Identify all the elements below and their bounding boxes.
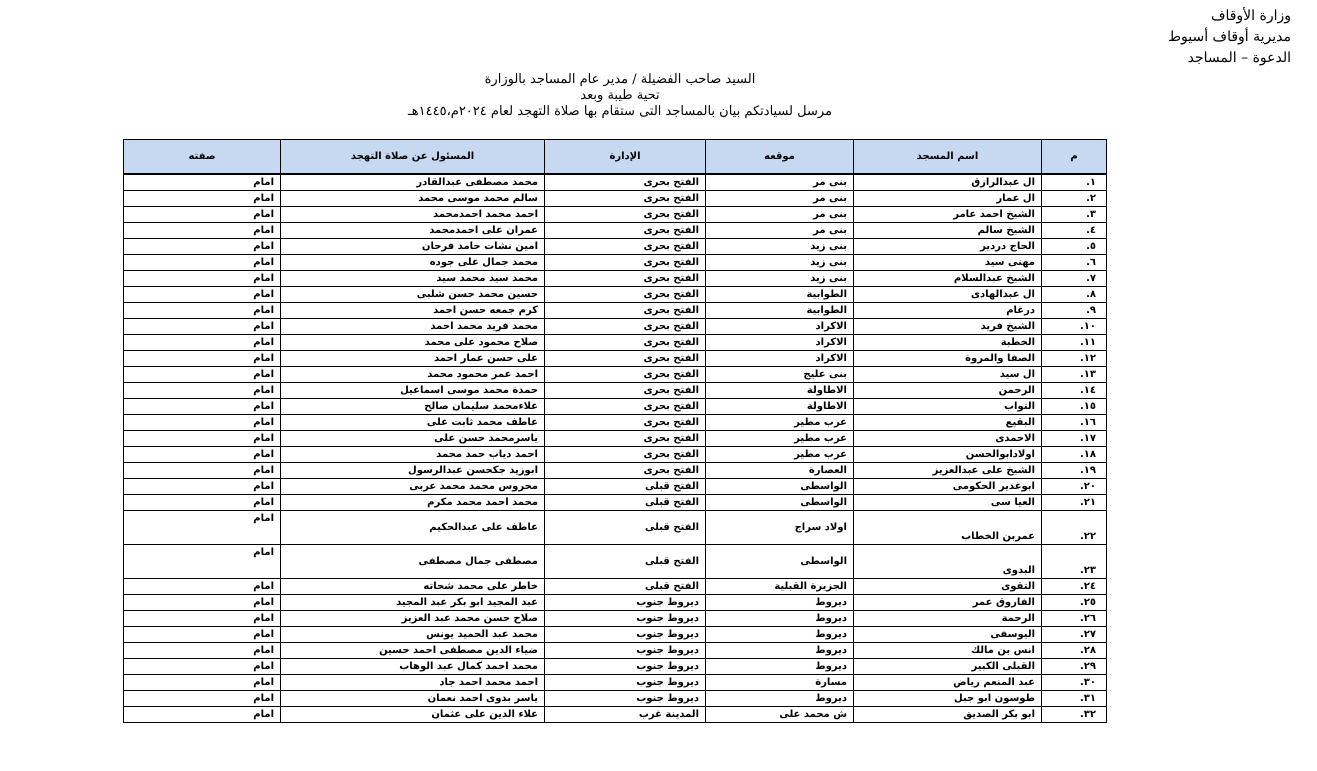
role: امام — [124, 255, 281, 271]
role: امام — [124, 335, 281, 351]
organization-header — [1168, 6, 1291, 69]
responsible-person: عمران على احمدمحمد — [281, 223, 545, 239]
role: امام — [124, 415, 281, 431]
responsible-person: على حسن عمار احمد — [281, 351, 545, 367]
role: امام — [124, 431, 281, 447]
administration: الفتح قبلى — [545, 495, 706, 511]
responsible-person: حسين محمد حسن شلبى — [281, 287, 545, 303]
mosque-name: عبد المنعم رياض — [854, 675, 1042, 691]
responsible-person: مصطفى جمال مصطفى — [281, 545, 545, 579]
administration: المدينة غرب — [545, 707, 706, 723]
department-name: الدعوة – المساجد — [1187, 50, 1291, 66]
responsible-person: عاطف محمد ثابت على — [281, 415, 545, 431]
administration: الفتح قبلى — [545, 479, 706, 495]
role: امام — [124, 659, 281, 675]
row-number: ٢٩. — [1042, 659, 1107, 675]
responsible-person: محمد سيد محمد سيد — [281, 271, 545, 287]
role: امام — [124, 611, 281, 627]
responsible-person: علاء الدين على عثمان — [281, 707, 545, 723]
table-row — [124, 447, 1107, 463]
responsible-person: احمد عمر محمود محمد — [281, 367, 545, 383]
responsible-person: احمد محمد احمد جاد — [281, 675, 545, 691]
mosque-name: الفاروق عمر — [854, 595, 1042, 611]
row-number: ٤. — [1042, 223, 1107, 239]
administration: الفتح بحرى — [545, 431, 706, 447]
mosque-name: الحاج دردير — [854, 239, 1042, 255]
role: امام — [124, 447, 281, 463]
row-number: ٢٦. — [1042, 611, 1107, 627]
mosque-name: طوسون ابو جبل — [854, 691, 1042, 707]
table-row — [124, 511, 1107, 545]
mosque-location: بنى مر — [706, 174, 854, 191]
row-number: ٩. — [1042, 303, 1107, 319]
administration: ديروط جنوب — [545, 595, 706, 611]
mosque-name: ال عبدالرازق — [854, 174, 1042, 191]
administration: الفتح قبلى — [545, 511, 706, 545]
row-number: ٦. — [1042, 255, 1107, 271]
table-header-row — [124, 140, 1107, 175]
administration: الفتح قبلى — [545, 579, 706, 595]
row-number: ١. — [1042, 174, 1107, 191]
table-row — [124, 303, 1107, 319]
responsible-person: محمد مصطفى عبدالقادر — [281, 174, 545, 191]
table-row — [124, 627, 1107, 643]
role: امام — [124, 627, 281, 643]
row-number: ٢٤. — [1042, 579, 1107, 595]
administration: الفتح بحرى — [545, 447, 706, 463]
mosque-location: الاكراد — [706, 351, 854, 367]
mosque-location: ديروط — [706, 691, 854, 707]
administration: ديروط جنوب — [545, 611, 706, 627]
role: امام — [124, 511, 281, 545]
administration: الفتح بحرى — [545, 271, 706, 287]
mosque-name: انس بن مالك — [854, 643, 1042, 659]
table-body — [124, 174, 1107, 723]
mosque-location: العصارة — [706, 463, 854, 479]
responsible-person: سالم محمد موسى محمد — [281, 191, 545, 207]
administration: الفتح بحرى — [545, 463, 706, 479]
table-row — [124, 463, 1107, 479]
role: امام — [124, 595, 281, 611]
table-row — [124, 287, 1107, 303]
administration: الفتح قبلى — [545, 545, 706, 579]
row-number: ٢٧. — [1042, 627, 1107, 643]
row-number: ١٥. — [1042, 399, 1107, 415]
mosque-location: بنى مر — [706, 223, 854, 239]
role: امام — [124, 351, 281, 367]
responsible-person: خاطر على محمد شحاته — [281, 579, 545, 595]
table-row — [124, 191, 1107, 207]
table-row — [124, 691, 1107, 707]
table-row — [124, 595, 1107, 611]
administration: الفتح بحرى — [545, 223, 706, 239]
mosque-name: الشيخ سالم — [854, 223, 1042, 239]
mosques-table-wrapper — [123, 139, 1106, 723]
administration: الفتح بحرى — [545, 174, 706, 191]
role: امام — [124, 545, 281, 579]
role: امام — [124, 579, 281, 595]
administration: الفتح بحرى — [545, 319, 706, 335]
administration: ديروط جنوب — [545, 627, 706, 643]
administration: الفتح بحرى — [545, 383, 706, 399]
mosque-name: البدوى — [854, 545, 1042, 579]
mosque-location: الاطاولة — [706, 383, 854, 399]
table-row — [124, 207, 1107, 223]
col-number-header: م — [1042, 140, 1107, 175]
role: امام — [124, 399, 281, 415]
table-row — [124, 319, 1107, 335]
table-row — [124, 431, 1107, 447]
table-row — [124, 335, 1107, 351]
table-row — [124, 495, 1107, 511]
col-mosque-header: اسم المسجد — [854, 140, 1042, 175]
mosque-name: عمربن الخطاب — [854, 511, 1042, 545]
mosque-name: الشيخ عبدالسلام — [854, 271, 1042, 287]
responsible-person: امين نشات حامد فرحان — [281, 239, 545, 255]
row-number: ٣٢. — [1042, 707, 1107, 723]
row-number: ٢. — [1042, 191, 1107, 207]
mosque-location: الاكراد — [706, 319, 854, 335]
col-role-header: صفته — [124, 140, 281, 175]
role: امام — [124, 271, 281, 287]
administration: الفتح بحرى — [545, 367, 706, 383]
mosque-location: ديروط — [706, 643, 854, 659]
mosque-location: الطوابية — [706, 287, 854, 303]
administration: الفتح بحرى — [545, 287, 706, 303]
mosque-name: التقوى — [854, 579, 1042, 595]
row-number: ٢٥. — [1042, 595, 1107, 611]
table-row — [124, 707, 1107, 723]
mosque-name: الرحمة — [854, 611, 1042, 627]
mosque-name: الشيخ فريد — [854, 319, 1042, 335]
responsible-person: محمد جمال على جوده — [281, 255, 545, 271]
mosque-name: الرحمن — [854, 383, 1042, 399]
mosque-location: ديروط — [706, 595, 854, 611]
mosque-name: ابو بكر الصديق — [854, 707, 1042, 723]
responsible-person: علاءمحمد سليمان صالح — [281, 399, 545, 415]
role: امام — [124, 239, 281, 255]
mosque-location: بنى زيد — [706, 239, 854, 255]
row-number: ٢٨. — [1042, 643, 1107, 659]
role: امام — [124, 287, 281, 303]
mosque-location: ديروط — [706, 627, 854, 643]
mosque-name: ال عبدالهادى — [854, 287, 1042, 303]
mosque-location: الواسطى — [706, 479, 854, 495]
row-number: ٧. — [1042, 271, 1107, 287]
mosque-location: الواسطى — [706, 495, 854, 511]
mosque-name: الخطبة — [854, 335, 1042, 351]
role: امام — [124, 367, 281, 383]
table-row — [124, 351, 1107, 367]
mosque-location: الجزيرة القبلية — [706, 579, 854, 595]
mosque-location: عرب مطير — [706, 431, 854, 447]
col-admin-header: الإدارة — [545, 140, 706, 175]
mosque-location: ش محمد على — [706, 707, 854, 723]
administration: الفتح بحرى — [545, 351, 706, 367]
col-responsible-header: المسئول عن صلاة التهجد — [281, 140, 545, 175]
table-row — [124, 383, 1107, 399]
table-row — [124, 545, 1107, 579]
mosque-location: اولاد سراج — [706, 511, 854, 545]
row-number: ١٧. — [1042, 431, 1107, 447]
row-number: ٥. — [1042, 239, 1107, 255]
table-row — [124, 239, 1107, 255]
administration: الفتح بحرى — [545, 335, 706, 351]
mosque-location: مسارة — [706, 675, 854, 691]
row-number: ١١. — [1042, 335, 1107, 351]
responsible-person: ابوزيد جكحسن عبدالرسول — [281, 463, 545, 479]
mosque-name: البقيع — [854, 415, 1042, 431]
role: امام — [124, 383, 281, 399]
mosque-name: اولادابوالحسن — [854, 447, 1042, 463]
mosque-location: بنى مر — [706, 207, 854, 223]
responsible-person: محمد فريد محمد احمد — [281, 319, 545, 335]
responsible-person: محمد عبد الحميد يونس — [281, 627, 545, 643]
table-row — [124, 659, 1107, 675]
responsible-person: احمد محمد احمدمحمد — [281, 207, 545, 223]
administration: ديروط جنوب — [545, 643, 706, 659]
row-number: ١٩. — [1042, 463, 1107, 479]
mosque-location: الطوابية — [706, 303, 854, 319]
administration: ديروط جنوب — [545, 675, 706, 691]
mosque-location: الاكراد — [706, 335, 854, 351]
row-number: ١٠. — [1042, 319, 1107, 335]
responsible-person: ياسر بدوى احمد نعمان — [281, 691, 545, 707]
col-location-header: موقعه — [706, 140, 854, 175]
mosque-name: درغام — [854, 303, 1042, 319]
role: امام — [124, 691, 281, 707]
row-number: ٢٢. — [1042, 511, 1107, 545]
table-row — [124, 174, 1107, 191]
role: امام — [124, 191, 281, 207]
table-row — [124, 255, 1107, 271]
role: امام — [124, 479, 281, 495]
administration: الفتح بحرى — [545, 415, 706, 431]
administration: الفتح بحرى — [545, 191, 706, 207]
mosque-location: ديروط — [706, 611, 854, 627]
mosque-name: العيا سى — [854, 495, 1042, 511]
row-number: ١٢. — [1042, 351, 1107, 367]
role: امام — [124, 643, 281, 659]
table-row — [124, 643, 1107, 659]
administration: الفتح بحرى — [545, 255, 706, 271]
mosque-location: بنى مر — [706, 191, 854, 207]
responsible-person: كرم جمعه حسن احمد — [281, 303, 545, 319]
mosque-name: الاحمدى — [854, 431, 1042, 447]
responsible-person: صلاح حسن محمد عبد العزيز — [281, 611, 545, 627]
role: امام — [124, 463, 281, 479]
table-row — [124, 399, 1107, 415]
administration: ديروط جنوب — [545, 691, 706, 707]
row-number: ١٤. — [1042, 383, 1107, 399]
greeting: تحية طيبة وبعد — [580, 88, 660, 103]
directorate-name: مديرية أوقاف أسيوط — [1168, 29, 1291, 45]
responsible-person: محمد احمد محمد مكرم — [281, 495, 545, 511]
administration: الفتح بحرى — [545, 207, 706, 223]
table-row — [124, 675, 1107, 691]
administration: الفتح بحرى — [545, 239, 706, 255]
responsible-person: عبد المجيد ابو بكر عبد المجيد — [281, 595, 545, 611]
row-number: ٣. — [1042, 207, 1107, 223]
row-number: ١٨. — [1042, 447, 1107, 463]
mosque-location: ديروط — [706, 659, 854, 675]
role: امام — [124, 675, 281, 691]
role: امام — [124, 223, 281, 239]
mosque-location: بنى زيد — [706, 255, 854, 271]
mosques-table — [123, 139, 1107, 723]
mosque-name: اليوسفى — [854, 627, 1042, 643]
mosque-name: التواب — [854, 399, 1042, 415]
mosque-name: ال عمار — [854, 191, 1042, 207]
row-number: ١٦. — [1042, 415, 1107, 431]
role: امام — [124, 707, 281, 723]
mosque-location: بنى عليج — [706, 367, 854, 383]
mosque-name: الصفا والمروة — [854, 351, 1042, 367]
mosque-location: الواسطى — [706, 545, 854, 579]
role: امام — [124, 174, 281, 191]
mosque-name: مهنى سيد — [854, 255, 1042, 271]
table-row — [124, 479, 1107, 495]
subject-line: مرسل لسيادتكم بيان بالمساجد التى ستقام بها صلاة التهجد لعام ٢٠٢٤م،١٤٤٥هـ — [407, 104, 833, 119]
row-number: ٢١. — [1042, 495, 1107, 511]
mosque-location: عرب مطير — [706, 415, 854, 431]
responsible-person: ضياء الدين مصطفى احمد حسين — [281, 643, 545, 659]
row-number: ٨. — [1042, 287, 1107, 303]
mosque-name: ال سيد — [854, 367, 1042, 383]
responsible-person: عاطف على عبدالحكيم — [281, 511, 545, 545]
administration: ديروط جنوب — [545, 659, 706, 675]
row-number: ٣٠. — [1042, 675, 1107, 691]
row-number: ٣١. — [1042, 691, 1107, 707]
mosque-location: عرب مطير — [706, 447, 854, 463]
table-row — [124, 367, 1107, 383]
mosque-name: القبلى الكبير — [854, 659, 1042, 675]
mosque-name: ابوغدير الحكومى — [854, 479, 1042, 495]
table-row — [124, 223, 1107, 239]
role: امام — [124, 319, 281, 335]
responsible-person: احمد دياب حمد محمد — [281, 447, 545, 463]
mosque-location: بنى زيد — [706, 271, 854, 287]
responsible-person: صلاح محمود على محمد — [281, 335, 545, 351]
row-number: ٢٣. — [1042, 545, 1107, 579]
mosque-name: الشيخ على عبدالعزيز — [854, 463, 1042, 479]
role: امام — [124, 207, 281, 223]
responsible-person: ياسرمحمد حسن على — [281, 431, 545, 447]
letter-intro — [260, 72, 980, 120]
ministry-name: وزارة الأوقاف — [1210, 8, 1291, 24]
row-number: ١٣. — [1042, 367, 1107, 383]
mosque-name: الشيخ احمد عامر — [854, 207, 1042, 223]
role: امام — [124, 495, 281, 511]
responsible-person: حمدة محمد موسى اسماعيل — [281, 383, 545, 399]
addressee: السيد صاحب الفضيلة / مدير عام المساجد بالوزارة — [484, 72, 756, 87]
mosque-location: الاطاولة — [706, 399, 854, 415]
administration: الفتح بحرى — [545, 303, 706, 319]
table-row — [124, 415, 1107, 431]
table-row — [124, 611, 1107, 627]
administration: الفتح بحرى — [545, 399, 706, 415]
table-row — [124, 579, 1107, 595]
role: امام — [124, 303, 281, 319]
row-number: ٢٠. — [1042, 479, 1107, 495]
responsible-person: محمد احمد كمال عبد الوهاب — [281, 659, 545, 675]
responsible-person: محروس محمد محمد عربى — [281, 479, 545, 495]
table-row — [124, 271, 1107, 287]
